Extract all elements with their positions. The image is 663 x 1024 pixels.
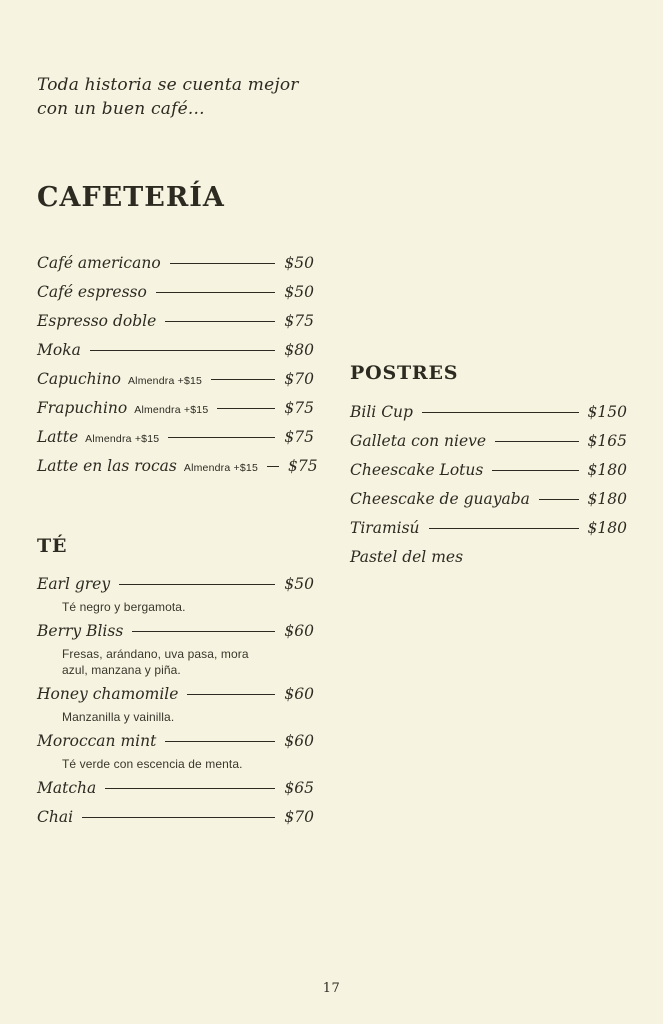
item-addon-note: Almendra +$15 (134, 404, 209, 416)
menu-item-row (37, 685, 314, 705)
cafeteria-item-list (37, 254, 318, 477)
item-name: Moka (37, 341, 81, 359)
item-name: Galleta con nieve (350, 432, 487, 450)
section-title-te: TÉ (37, 535, 68, 557)
item-price: $150 (587, 403, 627, 421)
item-price: $165 (587, 432, 627, 450)
menu-item-row (37, 575, 314, 595)
menu-item-row (37, 457, 318, 477)
leader-line (156, 292, 276, 293)
item-price: $60 (284, 732, 314, 750)
item-name: Espresso doble (37, 312, 157, 330)
leader-line (217, 408, 275, 409)
item-price: $180 (587, 519, 627, 537)
item-name: Matcha (37, 779, 97, 797)
menu-item-row (350, 403, 627, 423)
item-price: $75 (287, 457, 318, 475)
item-description: Fresas, arándano, uva pasa, mora azul, manzana y piña. (62, 647, 249, 677)
menu-item-row (350, 490, 627, 510)
menu-item-row (37, 428, 314, 448)
page-number: 17 (322, 981, 341, 996)
menu-item-row (37, 254, 314, 274)
section-title-postres: POSTRES (350, 362, 459, 384)
leader-line (187, 694, 275, 695)
leader-line (429, 528, 579, 529)
item-price: $65 (284, 779, 314, 797)
item-name: Honey chamomile (37, 685, 179, 703)
leader-line (132, 631, 275, 632)
item-price: $60 (284, 685, 314, 703)
item-name: Cheescake Lotus (350, 461, 484, 479)
postres-item-list (350, 403, 627, 568)
item-price: $75 (284, 428, 314, 446)
item-name: Cheescake de guayaba (350, 490, 530, 508)
item-name: Capuchino (37, 370, 121, 388)
item-name: Pastel del mes (350, 548, 464, 566)
intro-quote: Toda historia se cuenta mejor con un buen café... (37, 75, 299, 119)
item-name: Earl grey (37, 575, 111, 593)
item-name: Berry Bliss (37, 622, 124, 640)
item-name: Tiramisú (350, 519, 420, 537)
item-addon-note: Almendra +$15 (85, 433, 160, 445)
leader-line (119, 584, 275, 585)
menu-item-row (37, 779, 314, 799)
item-price: $80 (284, 341, 314, 359)
item-price: $50 (284, 283, 314, 301)
leader-line (90, 350, 276, 351)
item-price: $70 (284, 808, 314, 826)
menu-item-row (350, 548, 627, 568)
leader-line (492, 470, 578, 471)
leader-line (267, 466, 279, 467)
leader-line (105, 788, 275, 789)
item-price: $60 (284, 622, 314, 640)
item-price: $75 (284, 312, 314, 330)
item-price: $180 (587, 461, 627, 479)
menu-item-row (350, 432, 627, 452)
leader-line (170, 263, 276, 264)
leader-line (165, 741, 275, 742)
menu-item-row (37, 622, 314, 642)
item-name: Latte en las rocas (37, 457, 177, 475)
menu-item-row (37, 808, 314, 828)
menu-item-row (350, 461, 627, 481)
item-price: $50 (284, 254, 314, 272)
leader-line (539, 499, 579, 500)
leader-line (495, 441, 578, 442)
item-price: $50 (284, 575, 314, 593)
leader-line (82, 817, 275, 818)
item-description: Manzanilla y vainilla. (62, 710, 175, 724)
menu-item-row (37, 341, 314, 361)
leader-line (211, 379, 275, 380)
item-name: Chai (37, 808, 74, 826)
right-column (350, 361, 627, 577)
left-column (37, 73, 318, 837)
menu-item-row (37, 283, 314, 303)
item-addon-note: Almendra +$15 (127, 375, 203, 387)
item-description: Té verde con escencia de menta. (62, 757, 243, 771)
leader-line (168, 437, 275, 438)
leader-line (165, 321, 275, 322)
item-price: $180 (587, 490, 627, 508)
item-name: Café americano (37, 254, 161, 272)
item-description: Té negro y bergamota. (62, 600, 186, 614)
menu-item-row (37, 370, 314, 390)
item-price: $70 (284, 370, 314, 388)
item-addon-note: Almendra +$15 (183, 462, 258, 474)
leader-line (422, 412, 579, 413)
item-price: $75 (284, 399, 314, 417)
item-name: Bili Cup (350, 403, 413, 421)
item-name: Frapuchino (37, 399, 128, 417)
menu-item-row (37, 732, 314, 752)
menu-item-row (37, 312, 314, 332)
menu-item-row (350, 519, 627, 539)
item-name: Café espresso (37, 283, 147, 301)
section-title-cafeteria: CAFETERÍA (37, 182, 225, 213)
item-name: Latte (37, 428, 79, 446)
item-name: Moroccan mint (37, 732, 157, 750)
te-item-list (37, 575, 314, 828)
menu-item-row (37, 399, 314, 419)
